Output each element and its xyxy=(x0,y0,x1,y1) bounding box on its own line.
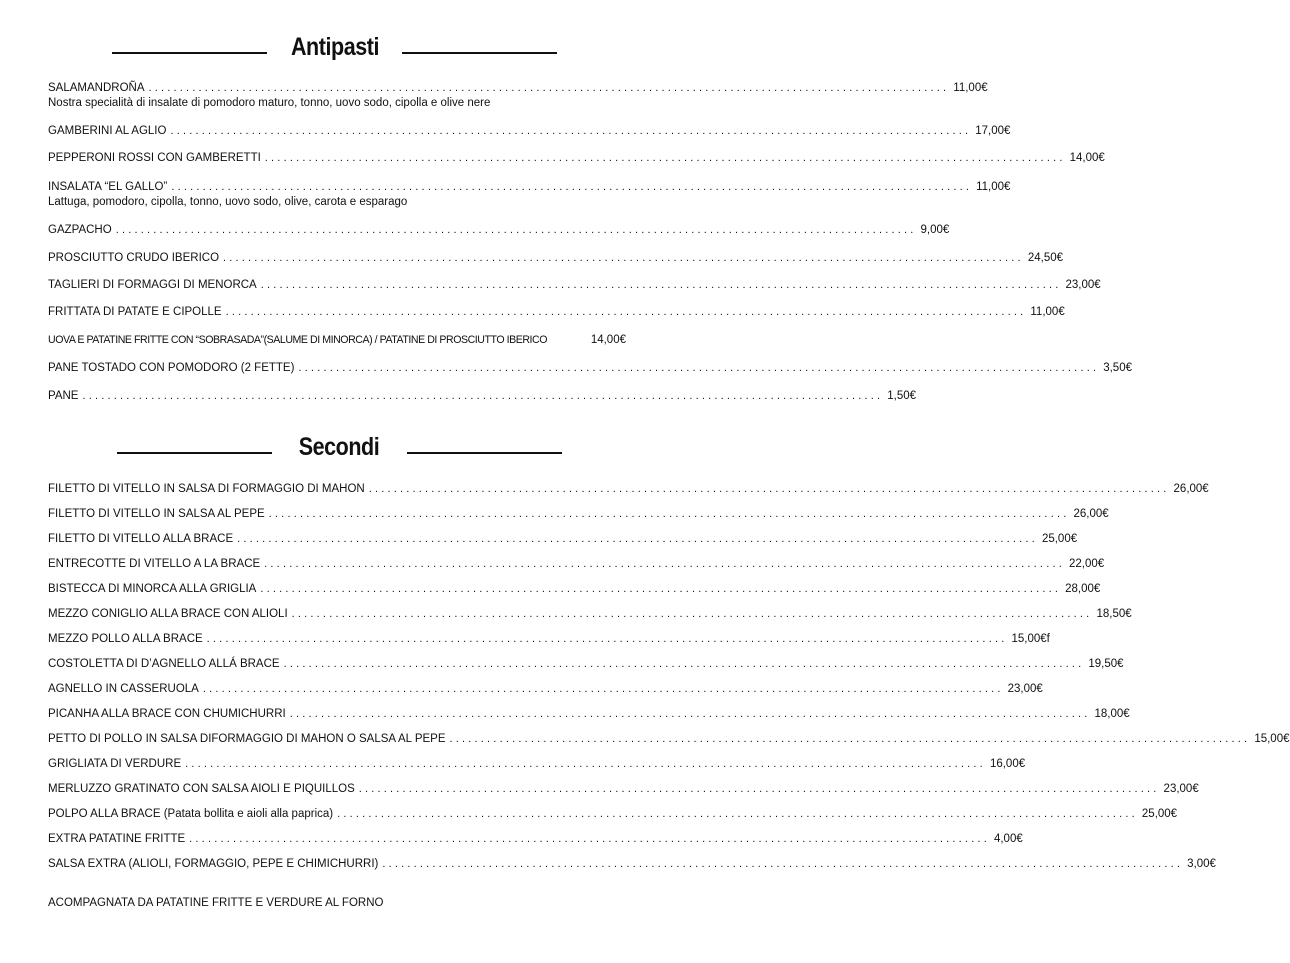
menu-item xyxy=(48,581,1101,597)
secondi-footnote: ACOMPAGNATA DA PATATINE FRITTE E VERDURE AL FORNO xyxy=(48,897,384,909)
antipasti-rule-right xyxy=(402,52,557,54)
item-name: EXTRA PATATINE FRITTE xyxy=(48,833,186,845)
item-name: PETTO DI POLLO IN SALSA DIFORMAGGIO DI MAHON O SALSA AL PEPE xyxy=(48,733,446,745)
menu-item xyxy=(48,831,1023,847)
item-name: POLPO ALLA BRACE (Patata bollita e aioli alla paprica) xyxy=(48,808,334,820)
menu-item xyxy=(48,304,1065,320)
item-name: GAZPACHO xyxy=(48,224,112,236)
item-name: PANE xyxy=(48,390,79,402)
menu-item xyxy=(48,250,1064,266)
dot-leader: ................................................................................................................................ xyxy=(260,583,1062,595)
item-name: ENTRECOTTE DI VITELLO A LA BRACE xyxy=(48,558,261,570)
menu-item xyxy=(48,606,1132,622)
dot-leader: ................................................................................................................................ xyxy=(237,533,1038,545)
menu-item xyxy=(48,756,1026,772)
item-name: INSALATA “EL GALLO” xyxy=(48,181,168,193)
menu-item xyxy=(48,781,1199,797)
menu-item xyxy=(48,656,1124,672)
antipasti-title: Antipasti xyxy=(290,33,380,61)
item-price: 9,00€ xyxy=(920,224,950,236)
item-price: 15,00€ xyxy=(1254,733,1290,745)
item-description: Lattuga, pomodoro, cipolla, tonno, uovo sodo, olive, carota e esparago xyxy=(48,196,408,208)
dot-leader: ................................................................................................................................ xyxy=(115,224,917,236)
dot-leader: ................................................................................................................................ xyxy=(337,808,1138,820)
dot-leader: ................................................................................................................................ xyxy=(206,633,1008,645)
menu-item xyxy=(48,556,1105,572)
menu-item xyxy=(48,222,950,238)
item-price: 4,00€ xyxy=(993,833,1023,845)
menu-item xyxy=(48,388,917,404)
antipasti-header xyxy=(0,32,670,72)
dot-leader: ................................................................................................................................ xyxy=(264,152,1066,164)
item-name: PANE TOSTADO CON POMODORO (2 FETTE) xyxy=(48,362,295,374)
item-name: TAGLIERI DI FORMAGGI DI MENORCA xyxy=(48,279,257,291)
menu-item xyxy=(48,631,1050,647)
secondi-rule-right xyxy=(407,452,562,454)
item-name: PEPPERONI ROSSI CON GAMBERETTI xyxy=(48,152,261,164)
item-price: 23,00€ xyxy=(1065,279,1101,291)
item-name: GRIGLIATA DI VERDURE xyxy=(48,758,182,770)
menu-item xyxy=(48,80,988,111)
menu-item xyxy=(48,681,1043,697)
menu-item xyxy=(48,481,1209,497)
item-name: PROSCIUTTO CRUDO IBERICO xyxy=(48,252,220,264)
dot-leader: ................................................................................................................................ xyxy=(449,733,1251,745)
menu-item xyxy=(48,332,626,348)
item-price: 26,00€ xyxy=(1173,483,1209,495)
item-name: GAMBERINI AL AGLIO xyxy=(48,125,167,137)
item-price: 18,50€ xyxy=(1096,608,1132,620)
item-name: FRITTATA DI PATATE E CIPOLLE xyxy=(48,306,222,318)
item-price: 24,50€ xyxy=(1027,252,1064,264)
secondi-title: Secondi xyxy=(298,433,380,461)
item-name: SALAMANDROÑA xyxy=(48,82,145,94)
item-name: BISTECCA DI MINORCA ALLA GRIGLIA xyxy=(48,583,257,595)
item-name: AGNELLO IN CASSERUOLA xyxy=(48,683,199,695)
item-price: 3,50€ xyxy=(1103,362,1132,374)
dot-leader: ................................................................................................................................ xyxy=(171,181,973,193)
menu-item xyxy=(48,731,1290,747)
item-name: FILETTO DI VITELLO IN SALSA DI FORMAGGIO DI MAHON xyxy=(48,483,365,495)
dot-leader: ................................................................................................................................ xyxy=(289,708,1091,720)
item-name: FILETTO DI VITELLO ALLA BRACE xyxy=(48,533,234,545)
menu-item xyxy=(48,150,1105,166)
item-price: 14,00€ xyxy=(1069,152,1105,164)
item-price: 11,00€ xyxy=(953,82,988,94)
dot-leader: ................................................................................................................................ xyxy=(268,508,1070,520)
item-name: COSTOLETTA DI D’AGNELLO ALLÁ BRACE xyxy=(48,658,280,670)
item-name: MEZZO CONIGLIO ALLA BRACE CON ALIOLI xyxy=(48,608,288,620)
item-name: FILETTO DI VITELLO IN SALSA AL PEPE xyxy=(48,508,265,520)
dot-leader: ................................................................................................................................ xyxy=(82,390,884,402)
item-price: 22,00€ xyxy=(1068,558,1105,570)
dot-leader: ................................................................................................................................ xyxy=(283,658,1085,670)
item-description: Nostra specialità di insalate di pomodoro maturo, tonno, uovo sodo, cipolla e olive nere xyxy=(48,97,491,109)
menu-item xyxy=(48,123,1011,139)
item-price: 1,50€ xyxy=(887,390,917,402)
item-name: UOVA E PATATINE FRITTE CON “SOBRASADA”(SALUME DI MINORCA) / PATATINE DI PROSCIUTTO IBERICO xyxy=(48,334,548,346)
dot-leader: ................................................................................................................................ xyxy=(291,608,1093,620)
item-price: 15,00€f xyxy=(1011,633,1050,645)
item-price: 17,00€ xyxy=(975,125,1011,137)
dot-leader: ................................................................................................................................ xyxy=(202,683,1004,695)
dot-leader: ................................................................................................................................ xyxy=(223,252,1024,264)
menu-item xyxy=(48,277,1101,293)
dot-leader: ................................................................................................................................ xyxy=(189,833,990,845)
item-price: 14,00€ xyxy=(590,334,626,346)
dot-leader: ................................................................................................................................ xyxy=(148,82,950,94)
dot-leader: ................................................................................................................................ xyxy=(298,362,1100,374)
item-name: MEZZO POLLO ALLA BRACE xyxy=(48,633,203,645)
menu-item xyxy=(48,506,1109,522)
item-price: 23,00€ xyxy=(1007,683,1043,695)
dot-leader: ................................................................................................................................ xyxy=(264,558,1065,570)
item-price: 3,00€ xyxy=(1187,858,1216,870)
item-price: 16,00€ xyxy=(989,758,1026,770)
menu-item xyxy=(48,531,1078,547)
menu-item xyxy=(48,360,1132,376)
dot-leader: ................................................................................................................................ xyxy=(368,483,1170,495)
item-price: 11,00€ xyxy=(1030,306,1065,318)
item-price: 19,50€ xyxy=(1088,658,1124,670)
item-price: 18,00€ xyxy=(1094,708,1130,720)
menu-item xyxy=(48,856,1216,872)
dot-leader: ................................................................................................................................ xyxy=(225,306,1027,318)
item-price: 25,00€ xyxy=(1041,533,1078,545)
dot-leader: ................................................................................................................................ xyxy=(260,279,1062,291)
item-price: 11,00€ xyxy=(976,181,1011,193)
item-name: SALSA EXTRA (ALIOLI, FORMAGGIO, PEPE E CHIMICHURRI) xyxy=(48,858,379,870)
item-name: MERLUZZO GRATINATO CON SALSA AIOLI E PIQUILLOS xyxy=(48,783,355,795)
dot-leader: ................................................................................................................................ xyxy=(185,758,986,770)
item-name: PICANHA ALLA BRACE CON CHUMICHURRI xyxy=(48,708,286,720)
menu-item xyxy=(48,806,1178,822)
item-price: 26,00€ xyxy=(1073,508,1109,520)
dot-leader: ................................................................................................................................ xyxy=(170,125,972,137)
menu-item xyxy=(48,706,1130,722)
item-price: 28,00€ xyxy=(1065,583,1101,595)
dot-leader: ................................................................................................................................ xyxy=(358,783,1160,795)
dot-leader: ................................................................................................................................ xyxy=(382,858,1184,870)
secondi-header xyxy=(0,432,670,472)
item-price: 25,00€ xyxy=(1141,808,1178,820)
menu-item xyxy=(48,179,1011,210)
item-price: 23,00€ xyxy=(1163,783,1199,795)
